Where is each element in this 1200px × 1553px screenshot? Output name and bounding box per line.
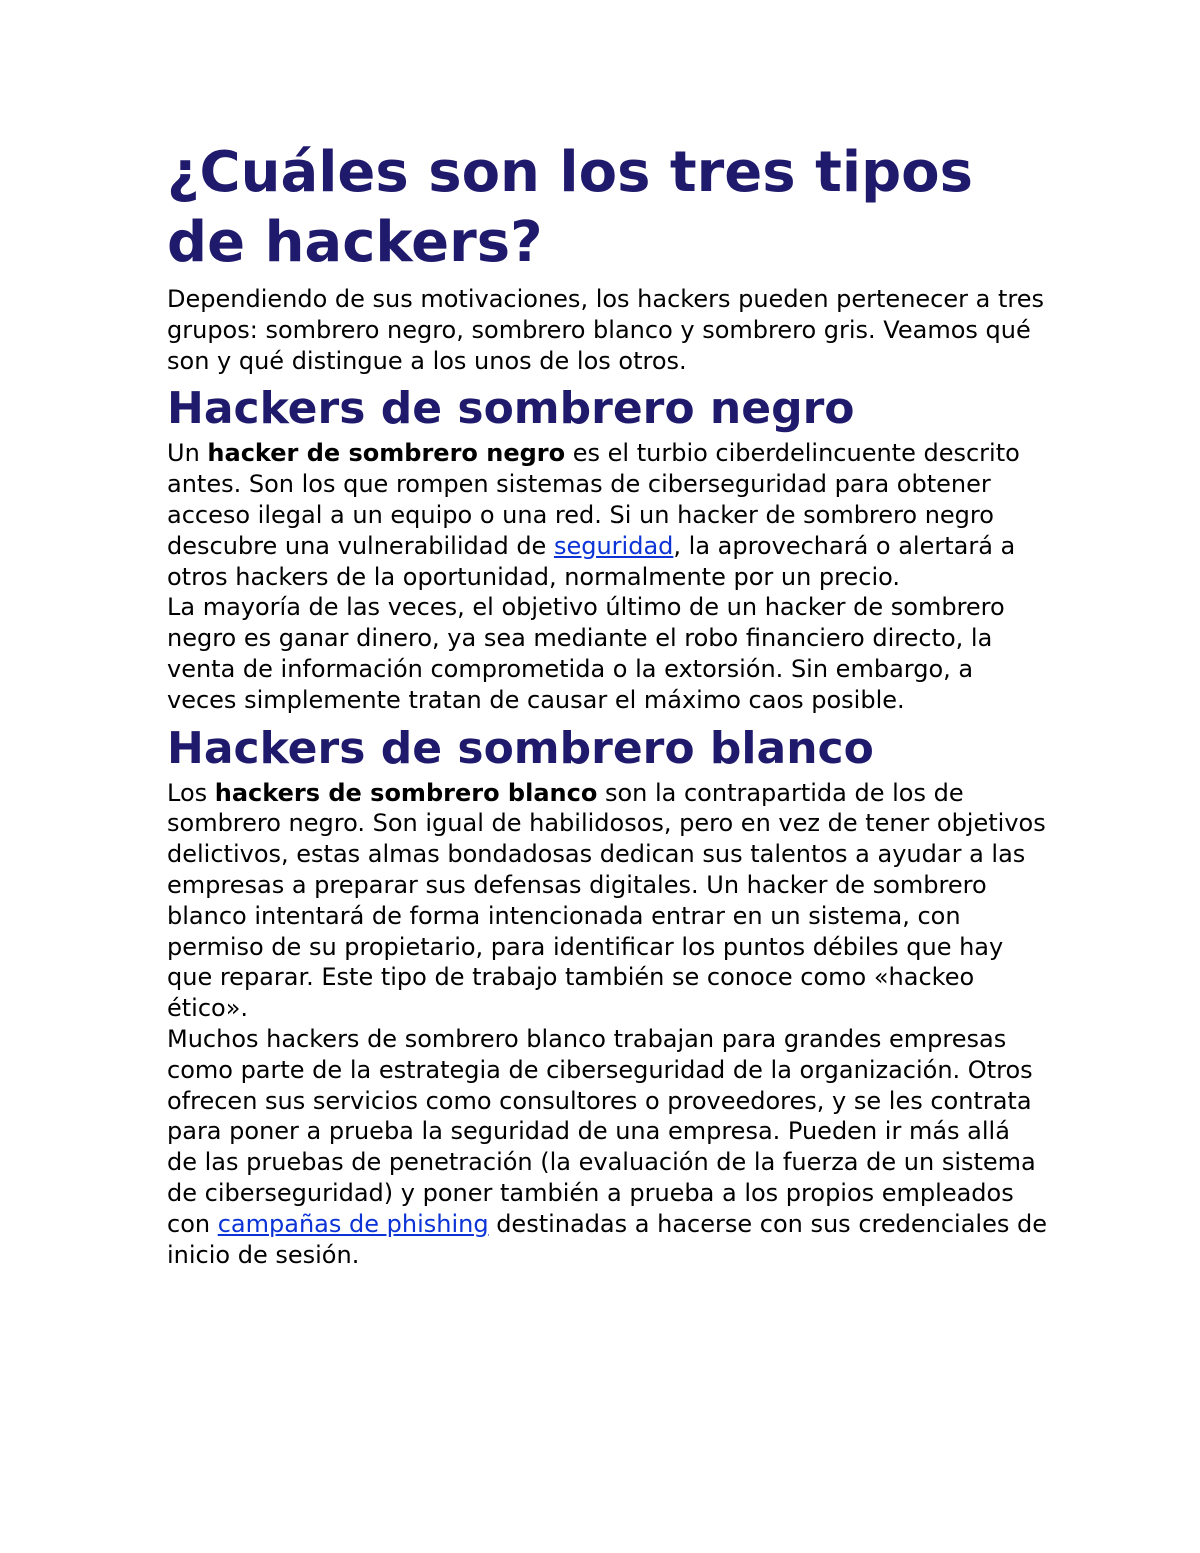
heading-white-hat: Hackers de sombrero blanco [167,722,874,774]
black-hat-paragraph-1 [167,438,1047,592]
text-run: , la aprovechará o alertará a otros hackers de la oportunidad, normalmente por un precio. [167,531,1016,591]
bold-term: hacker de sombrero negro [207,439,566,468]
page-title: ¿Cuáles son los tres tipos de hackers? [167,140,973,275]
intro-paragraph: Dependiendo de sus motivaciones, los hackers pueden pertenecer a tres grupos: sombrero negro, sombrero blanco y sombrero gris. Veamos qué son y qué distingue a los unos de los otros. [167,285,1044,375]
black-hat-paragraph-2: La mayoría de las veces, el objetivo último de un hacker de sombrero negro es ganar dinero, ya sea mediante el robo financiero directo, la venta de información comprometida o la extorsión. Sin embargo, a veces simplemente tratan de causar el máximo caos posible. [167,593,1005,714]
white-hat-paragraph-2 [167,1024,1047,1270]
document-body [167,138,1047,1270]
seguridad-link[interactable]: seguridad [553,531,674,560]
text-run: son la contrapartida de los de sombrero negro. Son igual de habilidosos, pero en vez de tener objetivos delictivos, estas almas bondadosas dedican sus talentos a ayudar a las empresas a preparar sus defensas digitales. Un hacker de sombrero blanco intentará de forma intencionada entrar en un sistema, con permiso de su propietario, para identificar los puntos débiles que hay que reparar. Este tipo de trabajo también se conoce como «hackeo ético». [167,778,1046,1023]
heading-black-hat: Hackers de sombrero negro [167,383,855,435]
bold-term: hackers de sombrero blanco [214,778,598,807]
text-run: es el turbio ciberdelincuente descrito antes. Son los que rompen sistemas de ciberseguridad para obtener acceso ilegal a un equipo o una red. Si un hacker de sombrero negro descubre una vulnerabilidad de [167,439,1020,560]
text-run: destinadas a hacerse con sus credenciales de inicio de sesión. [167,1209,1047,1269]
white-hat-paragraph-1 [167,778,1047,1024]
phishing-campaigns-link[interactable]: campañas de phishing [217,1209,489,1238]
text-run: Los [167,778,215,807]
text-run: Un [167,439,208,468]
text-run: Muchos hackers de sombrero blanco trabajan para grandes empresas como parte de la estrategia de ciberseguridad de la organización. Otros ofrecen sus servicios como consultores o proveedores, y se les contrata para poner a prueba la seguridad de una empresa. Pueden ir más allá de las pruebas de penetración (la evaluación de la fuerza de un sistema de ciberseguridad) y poner también a prueba a los propios empleados con [167,1024,1036,1238]
